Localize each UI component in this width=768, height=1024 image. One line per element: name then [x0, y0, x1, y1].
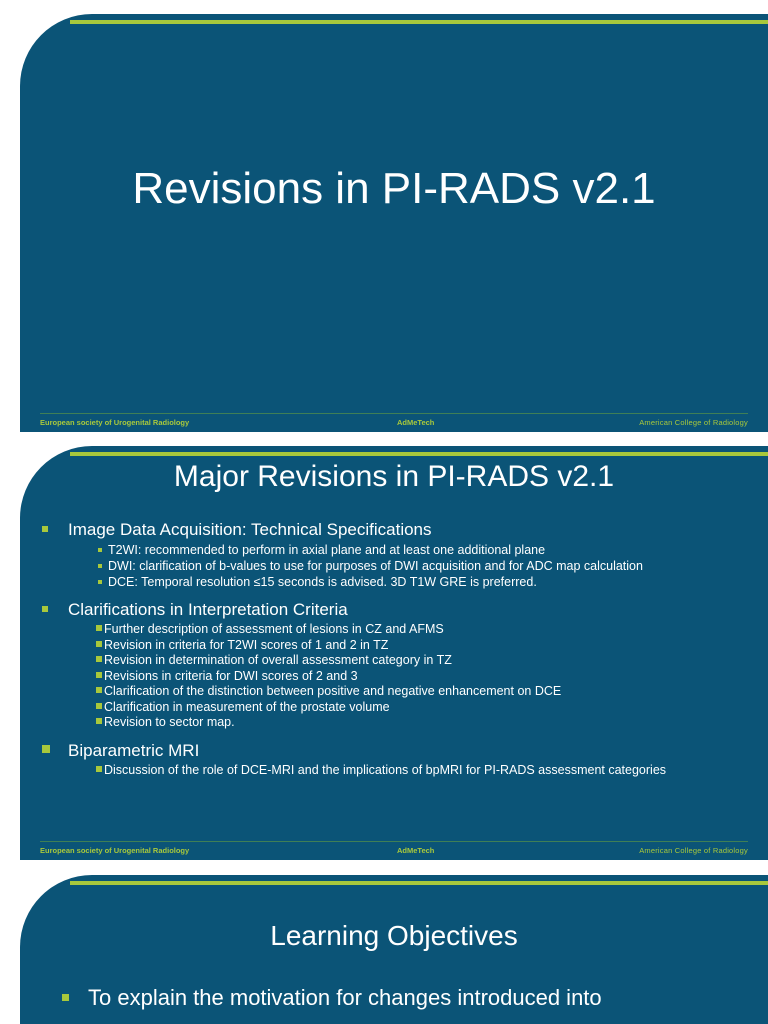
slide-2-content — [40, 520, 760, 778]
section-items — [68, 542, 760, 590]
footer-left: European society of Urogenital Radiology — [40, 418, 190, 427]
list-item-text: DCE: Temporal resolution ≤15 seconds is advised. 3D T1W GRE is preferred. — [108, 575, 537, 589]
list-item-text: T2WI: recommended to perform in axial plane and at least one additional plane — [108, 543, 546, 557]
list-item — [68, 684, 760, 700]
bullet-icon — [42, 606, 48, 612]
section — [40, 600, 760, 731]
slide-major-revisions — [20, 446, 768, 860]
list-item — [68, 700, 760, 716]
bullet-icon — [96, 625, 102, 631]
slide-title — [20, 14, 768, 432]
bullet-icon — [96, 766, 102, 772]
list-item — [68, 715, 760, 731]
bullet-icon — [98, 564, 102, 568]
list-item-text: Clarification of the distinction between positive and negative enhancement on DCE — [104, 684, 562, 698]
list-item-text: Further description of assessment of lesions in CZ and AFMS — [104, 622, 444, 636]
list-item — [68, 669, 760, 685]
slide-learning-objectives — [20, 875, 768, 1024]
footer-left: European society of Urogenital Radiology — [40, 846, 190, 855]
accent-line — [70, 20, 768, 24]
list-item — [68, 574, 760, 590]
slide-footer — [40, 841, 748, 860]
section-items — [68, 622, 760, 731]
section — [40, 520, 760, 590]
slide-3-title: Learning Objectives — [270, 920, 518, 951]
list-item-text: DWI: clarification of b-values to use for purposes of DWI acquisition and for ADC map calculation — [108, 559, 643, 573]
list-item — [68, 542, 760, 558]
slide-3-content — [40, 985, 768, 1011]
accent-line — [70, 452, 768, 456]
bullet-icon — [42, 745, 50, 753]
footer-right: American College of Radiology — [639, 846, 748, 855]
bullet-icon — [96, 641, 102, 647]
list-item-text: Clarification in measurement of the prostate volume — [104, 699, 390, 714]
footer-center: AdMeTech — [397, 846, 435, 855]
list-item-text: Revision to sector map. — [104, 715, 235, 729]
bullet-icon — [96, 672, 102, 678]
bullet-icon — [98, 580, 102, 584]
section-heading: Biparametric MRI — [68, 740, 200, 760]
footer-center: AdMeTech — [397, 418, 435, 427]
list-item-text: Revisions in criteria for DWI scores of 2 and 3 — [104, 668, 358, 683]
slide-2-title: Major Revisions in PI-RADS v2.1 — [173, 460, 615, 493]
section-items — [68, 763, 760, 779]
bullet-icon — [98, 548, 102, 552]
section-heading: Image Data Acquisition: Technical Specifications — [68, 520, 432, 539]
bullet-icon — [96, 656, 102, 662]
bullet-icon — [62, 994, 69, 1001]
list-item — [68, 558, 760, 574]
list-item-text: Revision in criteria for T2WI scores of 1 and 2 in TZ — [104, 637, 389, 652]
bullet-icon — [42, 526, 48, 532]
slide-footer — [40, 413, 748, 432]
list-item-text: Revision in determination of overall assessment category in TZ — [104, 653, 452, 667]
bullet-icon — [96, 703, 102, 709]
list-item-text: Discussion of the role of DCE-MRI and the implications of bpMRI for PI-RADS assessment categories — [104, 762, 667, 777]
list-item — [68, 763, 760, 779]
list-item — [68, 653, 760, 669]
list-item — [68, 638, 760, 654]
bullet-icon — [96, 718, 102, 724]
footer-right: American College of Radiology — [639, 418, 748, 427]
section — [40, 741, 760, 779]
bullet-icon — [96, 687, 102, 693]
accent-line — [70, 881, 768, 885]
list-item — [40, 985, 768, 1011]
slide-1-title: Revisions in PI-RADS v2.1 — [132, 164, 656, 213]
section-heading: Clarifications in Interpretation Criteria — [68, 600, 348, 619]
list-item — [68, 622, 760, 638]
list-item-text: To explain the motivation for changes introduced into — [88, 985, 602, 1010]
